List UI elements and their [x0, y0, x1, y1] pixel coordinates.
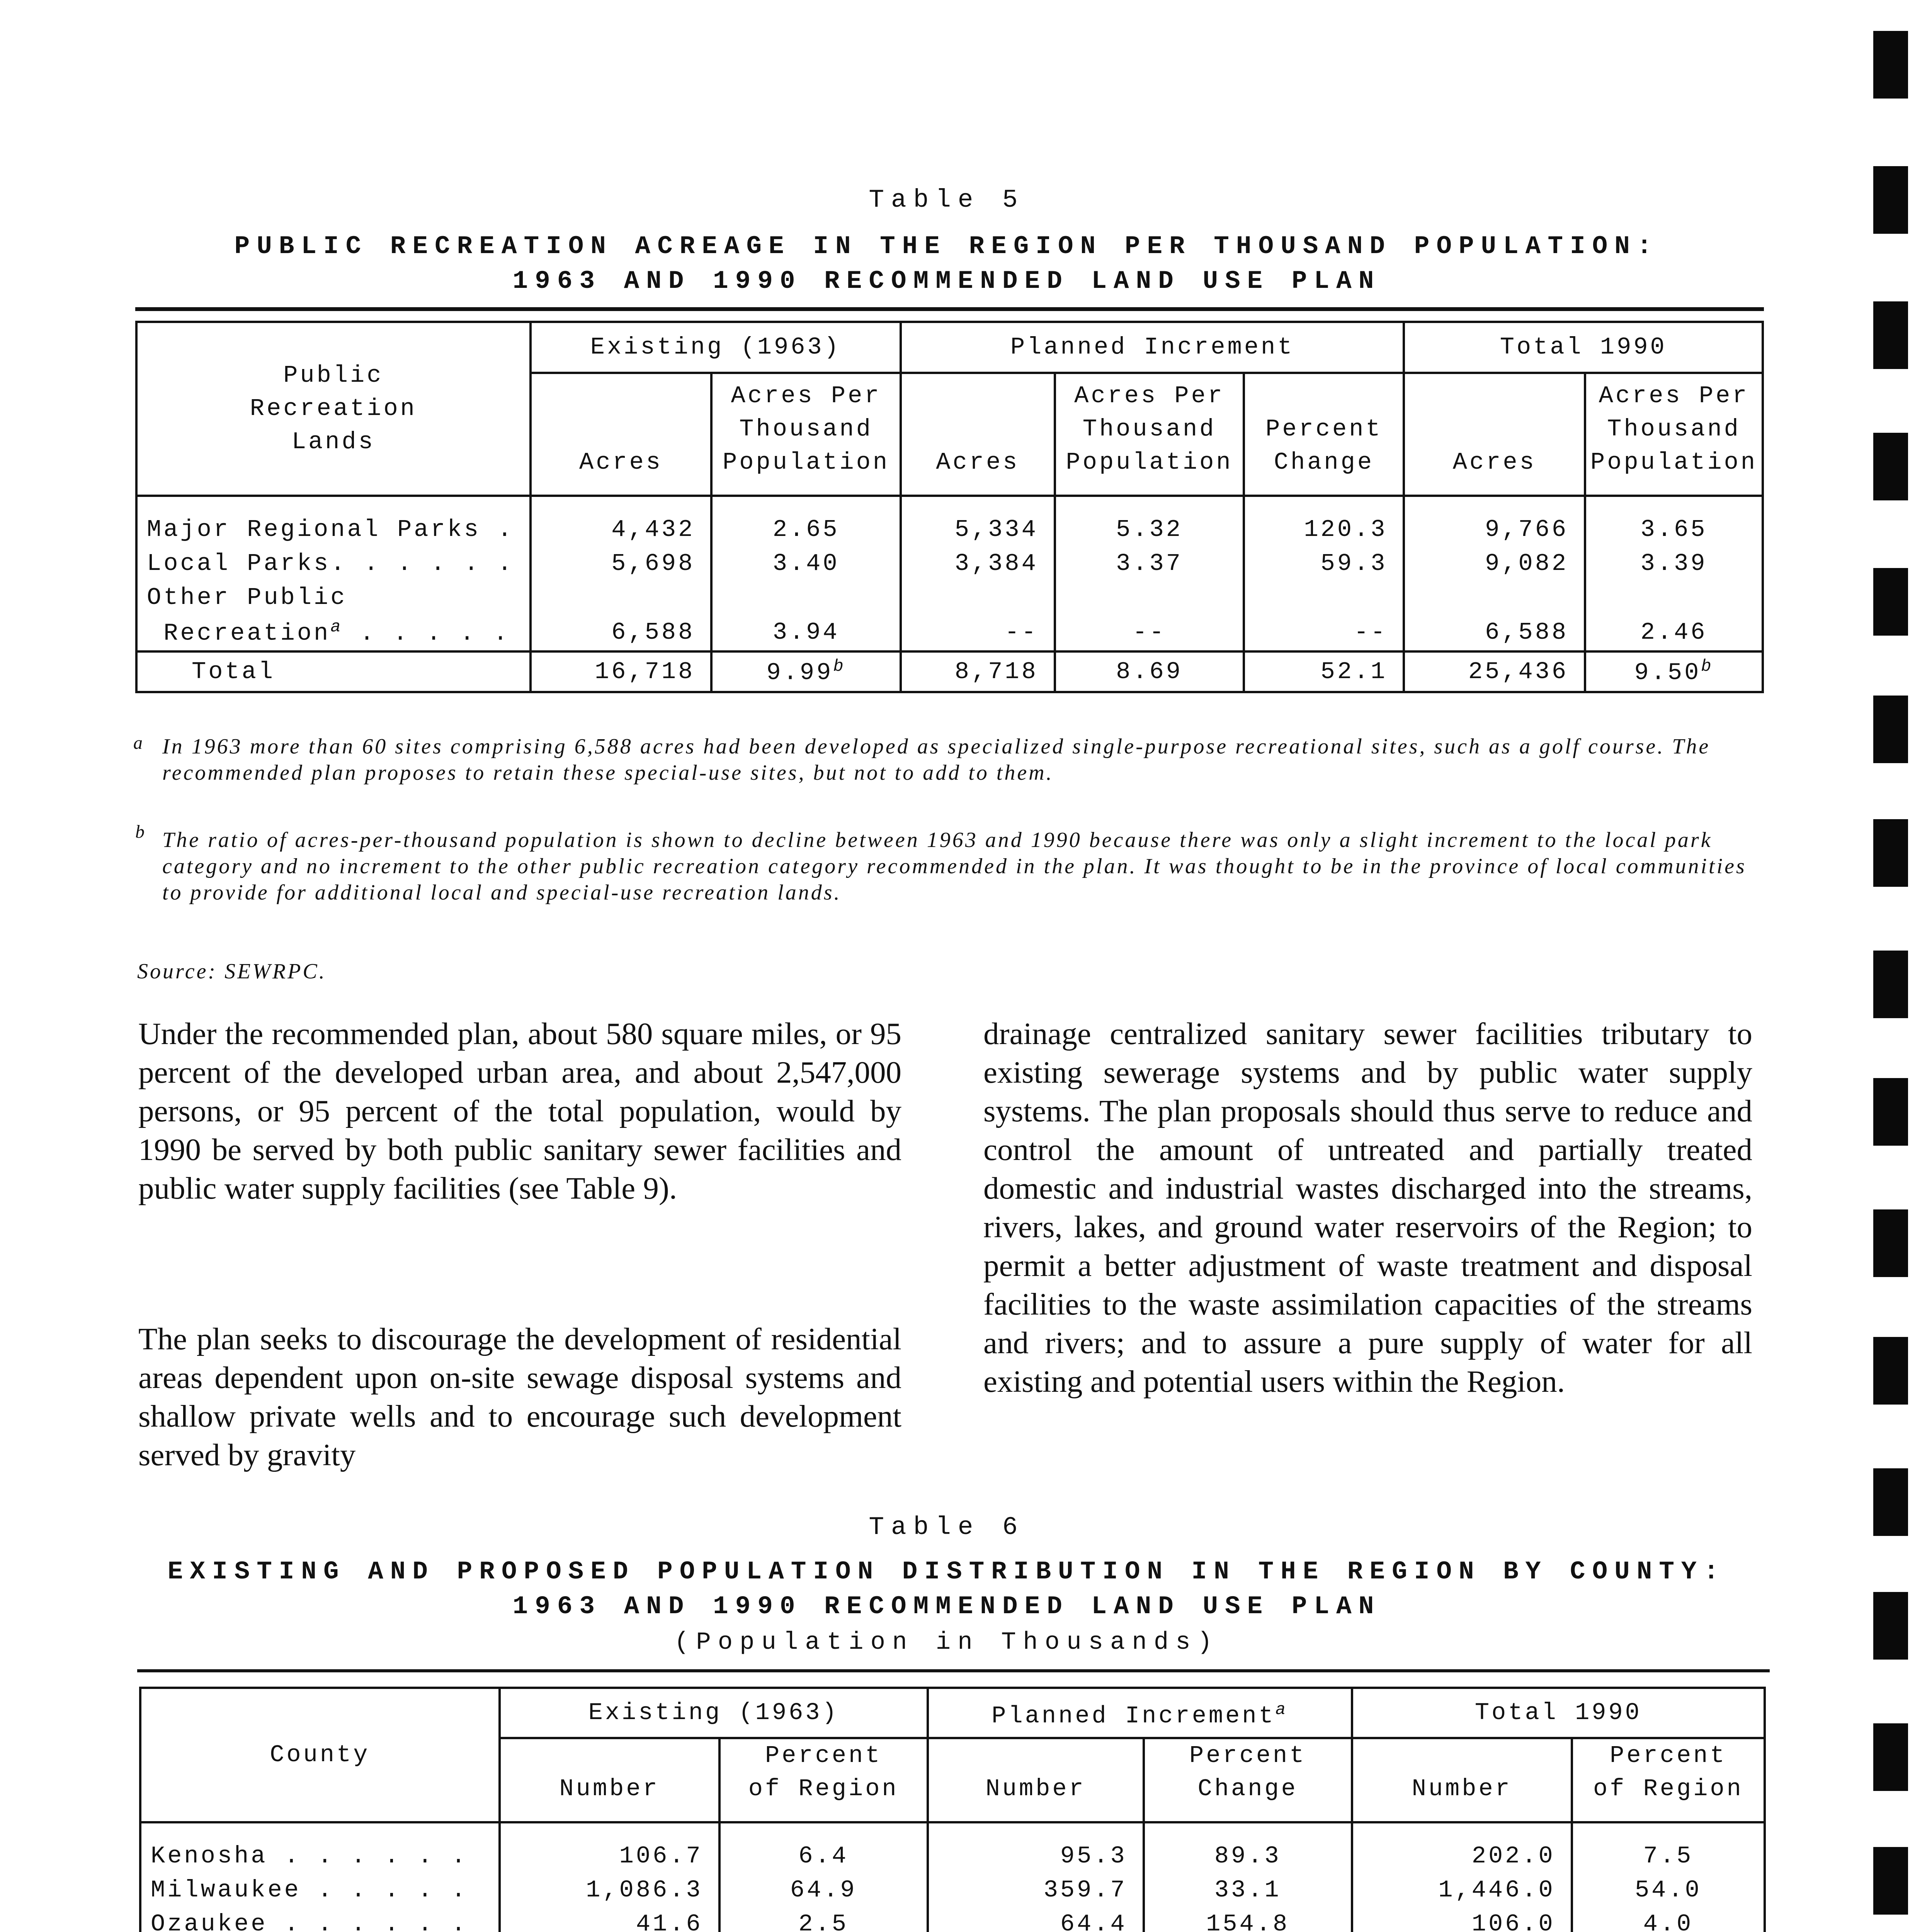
per-thousand-l3: Population [1590, 449, 1758, 476]
per-thousand-l1: Acres Per [1074, 382, 1225, 410]
cell-total-number: 106.0 [1352, 1907, 1572, 1932]
table5-footnote-a: In 1963 more than 60 sites comprising 6,588 acres had been developed as specialized single-purpose recreational sites, such as a golf course. The recommended plan proposes to retain these special-use sites, but not to add to them. [162, 735, 1711, 785]
cell-existing-per: 3.94 [711, 614, 901, 651]
cell-existing-pct: 64.9 [719, 1873, 928, 1907]
cell-planned-pct: 59.3 [1244, 546, 1404, 580]
total-label: Total [136, 651, 531, 692]
per-thousand-l3: Population [1066, 449, 1233, 476]
table-row [140, 1873, 1765, 1907]
edge-registration-marks [1873, 0, 1908, 1932]
county-label: Ozaukee . . . . . . [140, 1907, 500, 1932]
cell-planned-pct: 154.8 [1144, 1907, 1352, 1932]
pct-region-l1: Percent [765, 1742, 882, 1769]
table6 [139, 1687, 1766, 1932]
cell-planned-number: 64.4 [928, 1907, 1144, 1932]
cell-total-pct: 7.5 [1572, 1839, 1765, 1873]
cell-planned-acres: 3,384 [901, 546, 1055, 580]
per-thousand-l3: Population [723, 449, 890, 476]
edge-mark-bar [1873, 1468, 1908, 1536]
cell-planned-acres: 5,334 [901, 512, 1055, 546]
cell-total-pct: 54.0 [1572, 1873, 1765, 1907]
table5-stub-header [136, 322, 531, 496]
county-label: Kenosha . . . . . . [140, 1839, 500, 1873]
table6-title-line2: 1963 AND 1990 RECOMMENDED LAND USE PLAN [512, 1592, 1381, 1621]
row-label: Major Regional Parks . [136, 512, 531, 546]
table6-col-total-pct [1572, 1738, 1765, 1822]
cell-total-number: 1,446.0 [1352, 1873, 1572, 1907]
edge-mark-bar [1873, 1723, 1908, 1791]
per-thousand-l2: Thousand [1082, 415, 1216, 443]
percent-l2: Change [1274, 449, 1374, 476]
table5-title-line1: PUBLIC RECREATION ACREAGE IN THE REGION PER THOUSAND POPULATION: [234, 232, 1659, 261]
total-planned-per: 8.69 [1055, 651, 1244, 692]
per-thousand-l1: Acres Per [1599, 382, 1749, 410]
total-existing-acres: 16,718 [531, 651, 712, 692]
table-total-row [136, 651, 1763, 692]
per-thousand-l1: Acres Per [731, 382, 881, 410]
footnote-ref: b [1701, 657, 1714, 677]
table6-header-planned [928, 1688, 1352, 1738]
table5-header-existing: Existing (1963) [531, 322, 901, 373]
table5-top-rule [135, 307, 1764, 311]
edge-mark-bar [1873, 1209, 1908, 1277]
table5-col-existing-per-thousand [711, 373, 901, 496]
cell-total-acres: 6,588 [1404, 614, 1585, 651]
table-row [136, 546, 1763, 580]
cell-planned-number: 95.3 [928, 1839, 1144, 1873]
edge-mark-bar [1873, 166, 1908, 234]
table6-header-total: Total 1990 [1352, 1688, 1765, 1738]
row-label [136, 614, 531, 651]
percent-l1: Percent [1265, 415, 1383, 443]
edge-mark-bar [1873, 301, 1908, 369]
table5-source: Source: SEWRPC. [137, 959, 327, 983]
row-label-text: Recreation [147, 619, 331, 647]
table6-col-total-number: Number [1352, 1738, 1572, 1822]
table5-footnote-b-mark: b [135, 821, 145, 842]
table5-footnote-b: The ratio of acres-per-thousand population is shown to decline between 1963 and 1990 because there was only a slight increment to the local park category and no increment to the other public recreation category recommended in the plan. It was thought to be in the province of local communities to provide for additional local and special-use recreation lands. [162, 828, 1747, 905]
footnote-ref: a [330, 617, 343, 637]
table-row [136, 512, 1763, 546]
cell-planned-number: 359.7 [928, 1873, 1144, 1907]
table5-col-total-per-thousand [1585, 373, 1763, 496]
cell-existing-pct: 6.4 [719, 1839, 928, 1873]
table5-col-planned-acres: Acres [901, 373, 1055, 496]
table6-col-existing-number: Number [500, 1738, 719, 1822]
body-right-paragraph-1: drainage centralized sanitary sewer facilities tributary to existing sewerage systems and by public water supply systems. The plan proposals should thus serve to reduce and control the amount of untreated and partially treated domestic and industrial wastes discharged into the streams, rivers, lakes, and ground water reservoirs of the Region; to permit a better adjustment of waste treatment and disposal facilities to the waste assimilation capacities of the streams and rivers; and to assure a pure supply of water for all existing and potential users within the Region. [983, 1016, 1752, 1399]
cell-planned-pct: 33.1 [1144, 1873, 1352, 1907]
cell-existing-number: 106.7 [500, 1839, 719, 1873]
table5-header-total: Total 1990 [1404, 322, 1763, 373]
cell-total-per: 3.65 [1585, 512, 1763, 546]
cell-planned-per: 5.32 [1055, 512, 1244, 546]
cell-existing-per: 2.65 [711, 512, 901, 546]
total-total-per [1585, 651, 1763, 692]
table6-header-existing: Existing (1963) [500, 1688, 928, 1738]
table-row [140, 1907, 1765, 1932]
table5-col-planned-per-thousand [1055, 373, 1244, 496]
pct-region-l2: of Region [1593, 1775, 1743, 1803]
cell-planned-acres: -- [901, 614, 1055, 651]
table5-col-existing-acres: Acres [531, 373, 712, 496]
table5 [135, 321, 1764, 693]
table5-footnote-a-mark: a [133, 733, 143, 753]
edge-mark-bar [1873, 1847, 1908, 1915]
table5-col-total-acres: Acres [1404, 373, 1585, 496]
row-label-dots: . . . . . [343, 619, 510, 647]
cell-existing-pct: 2.5 [719, 1907, 928, 1932]
table6-number: Table 6 [869, 1513, 1025, 1542]
table6-col-planned-pct [1144, 1738, 1352, 1822]
table-row [136, 614, 1763, 651]
cell-existing-per: 3.40 [711, 546, 901, 580]
cell-existing-acres: 5,698 [531, 546, 712, 580]
pct-region-l2: of Region [748, 1775, 899, 1803]
edge-mark-bar [1873, 433, 1908, 500]
cell-planned-pct: -- [1244, 614, 1404, 651]
cell-existing-number: 1,086.3 [500, 1873, 719, 1907]
table5-stub-line1: Public [283, 362, 384, 389]
body-left-paragraph-2: The plan seeks to discourage the development of residential areas dependent upon on-site sewage disposal systems and shallow private wells and to encourage such development served by gravity [138, 1321, 901, 1472]
total-existing-per-value: 9.99 [766, 659, 833, 687]
cell-planned-per: -- [1055, 614, 1244, 651]
cell-existing-acres: 4,432 [531, 512, 712, 546]
cell-total-acres: 9,766 [1404, 512, 1585, 546]
total-total-acres: 25,436 [1404, 651, 1585, 692]
pct-region-l1: Percent [1610, 1742, 1727, 1769]
table5-stub-line3: Lands [291, 428, 375, 456]
row-label: Local Parks. . . . . . [136, 546, 531, 580]
total-planned-acres: 8,718 [901, 651, 1055, 692]
edge-mark-bar [1873, 1078, 1908, 1146]
row-label: Other Public [136, 580, 531, 614]
footnote-ref: a [1275, 1700, 1288, 1719]
cell-existing-acres: 6,588 [531, 614, 712, 651]
edge-mark-bar [1873, 696, 1908, 763]
edge-mark-bar [1873, 1592, 1908, 1660]
pct-change-l1: Percent [1189, 1742, 1306, 1769]
table5-col-planned-percent [1244, 373, 1404, 496]
table6-title-line1: EXISTING AND PROPOSED POPULATION DISTRIBUTION IN THE REGION BY COUNTY: [167, 1557, 1726, 1586]
cell-total-per: 3.39 [1585, 546, 1763, 580]
per-thousand-l2: Thousand [1607, 415, 1741, 443]
table5-header-planned: Planned Increment [901, 322, 1404, 373]
cell-planned-pct: 120.3 [1244, 512, 1404, 546]
edge-mark-bar [1873, 951, 1908, 1018]
total-planned-pct: 52.1 [1244, 651, 1404, 692]
table6-col-planned-number: Number [928, 1738, 1144, 1822]
cell-total-acres: 9,082 [1404, 546, 1585, 580]
table5-number: Table 5 [869, 185, 1025, 214]
per-thousand-l2: Thousand [739, 415, 873, 443]
total-total-per-value: 9.50 [1634, 659, 1701, 687]
planned-label: Planned Increment [992, 1702, 1276, 1730]
table6-stub-header: County [140, 1688, 500, 1822]
table6-top-rule [137, 1669, 1770, 1672]
pct-change-l2: Change [1197, 1775, 1298, 1803]
edge-mark-bar [1873, 31, 1908, 99]
cell-planned-pct: 89.3 [1144, 1839, 1352, 1873]
county-label: Milwaukee . . . . . [140, 1873, 500, 1907]
cell-total-number: 202.0 [1352, 1839, 1572, 1873]
table-row [136, 580, 1763, 614]
edge-mark-bar [1873, 568, 1908, 636]
body-left-paragraph-1: Under the recommended plan, about 580 square miles, or 95 percent of the developed urban area, and about 2,547,000 persons, or 95 percent of the total population, would by 1990 be served by both public sanitary sewer facilities and public water supply facilities (see Table 9). [138, 1016, 901, 1206]
table6-subtitle: (Population in Thousands) [674, 1629, 1219, 1656]
footnote-ref: b [833, 657, 846, 677]
cell-existing-number: 41.6 [500, 1907, 719, 1932]
cell-planned-per: 3.37 [1055, 546, 1244, 580]
edge-mark-bar [1873, 1337, 1908, 1405]
total-existing-per [711, 651, 901, 692]
table6-col-existing-pct [719, 1738, 928, 1822]
table-row [140, 1839, 1765, 1873]
cell-total-pct: 4.0 [1572, 1907, 1765, 1932]
table5-stub-line2: Recreation [250, 395, 417, 422]
edge-mark-bar [1873, 819, 1908, 887]
table5-title-line2: 1963 AND 1990 RECOMMENDED LAND USE PLAN [512, 267, 1381, 296]
cell-total-per: 2.46 [1585, 614, 1763, 651]
